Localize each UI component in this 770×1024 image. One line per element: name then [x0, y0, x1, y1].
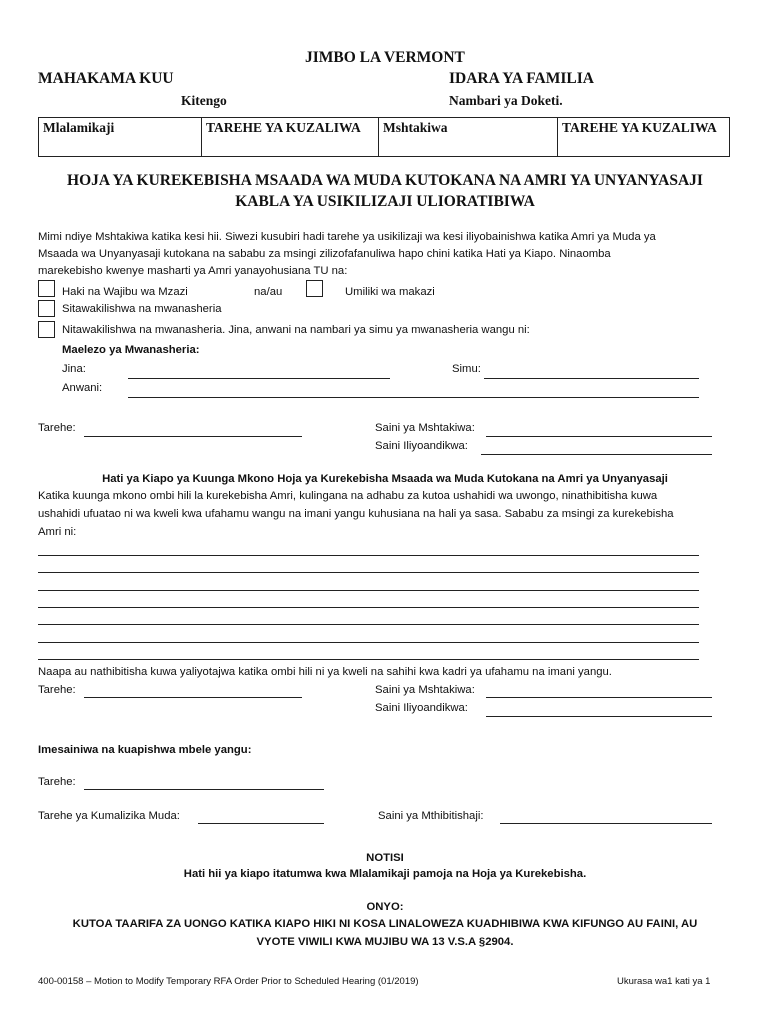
affidavit-line1: Katika kuunga mkono ombi hili la kurekebisha Amri, kulingana na adhabu za kutoa ushahidi wa uwongo, ninathibitisha kuwa: [38, 490, 658, 502]
lawyer-address-field[interactable]: [128, 397, 699, 398]
notice-text: Hati hii ya kiapo itatumwa kwa Mlalamikaji pamoja na Hoja ya Kurekebisha.: [183, 868, 587, 880]
reason-line[interactable]: [38, 572, 699, 573]
reason-line[interactable]: [38, 607, 699, 608]
defendant-dob-label: TAREHE YA KUZALIWA: [562, 120, 717, 135]
lawyer-checkbox[interactable]: [38, 321, 55, 338]
no-lawyer-checkbox[interactable]: [38, 300, 55, 317]
affidavit-line3: Amri ni:: [38, 526, 77, 538]
lawyer-address-label: Anwani:: [62, 382, 103, 394]
affidavit-heading: Hati ya Kiapo ya Kuunga Mkono Hoja ya Kurekebisha Msaada wa Muda Kutokana na Amri ya Unyanyasaji: [102, 473, 668, 485]
docket-label: Nambari ya Doketi.: [449, 93, 563, 108]
visitation-checkbox[interactable]: [38, 280, 55, 297]
defendant-signature-field-2[interactable]: [486, 697, 712, 698]
plaintiff-cell[interactable]: [39, 118, 202, 157]
property-label: Umiliki wa makazi: [345, 286, 435, 298]
notary-signature-field[interactable]: [500, 823, 712, 824]
defendant-label: Mshtakiwa: [383, 120, 448, 135]
no-lawyer-label: Sitawakilishwa na mwanasheria: [62, 303, 222, 315]
date-label-1: Tarehe:: [38, 422, 76, 434]
lawyer-name-field[interactable]: [128, 378, 390, 379]
unit-label: Kitengo: [181, 93, 227, 108]
defendant-cell[interactable]: [379, 118, 558, 157]
motion-title-line2: KABLA YA USIKILIZAJI ULIORATIBIWA: [235, 193, 535, 210]
reason-line[interactable]: [38, 642, 699, 643]
warning-line1: KUTOA TAARIFA ZA UONGO KATIKA KIAPO HIKI NI KOSA LINALOWEZA KUADHIBIWA KWA KIFUNGO AU FAINI, AU: [72, 918, 698, 930]
intro-line2: Msaada wa Unyanyasaji kutokana na sababu za msingi zilizofafanuliwa hapo chini katika Hati ya Kiapo. Ninaomba: [38, 248, 611, 260]
date-field-2[interactable]: [84, 697, 302, 698]
motion-title-line1: HOJA YA KUREKEBISHA MSAADA WA MUDA KUTOKANA NA AMRI YA UNYANYASAJI: [67, 172, 703, 189]
intro-line3: marekebisho kwenye masharti ya Amri yanayohusiana TU na:: [38, 265, 348, 277]
printed-name-label-1: Saini Iliyoandikwa:: [375, 440, 468, 452]
affidavit-line2: ushahidi ufuatao ni wa kweli kwa ufahamu wangu na imani yangu kuhusiana na hali ya sasa. Sababu za msingi za kurekebisha: [38, 508, 674, 520]
notary-signature-label: Saini ya Mthibitishaji:: [378, 810, 484, 822]
affirmation-text: Naapa au nathibitisha kuwa yaliyotajwa katika ombi hili ni ya kweli na sahihi kwa kadri ya ufahamu na imani yangu.: [38, 666, 612, 678]
court-name: MAHAKAMA KUU: [38, 70, 174, 87]
lawyer-phone-label: Simu:: [452, 363, 481, 375]
defendant-dob-cell[interactable]: [558, 118, 730, 157]
date-label-2: Tarehe:: [38, 684, 76, 696]
state-heading: JIMBO LA VERMONT: [305, 49, 465, 66]
date-field-3[interactable]: [84, 789, 324, 790]
expiry-date-label: Tarehe ya Kumalizika Muda:: [38, 810, 180, 822]
defendant-signature-label-2: Saini ya Mshtakiwa:: [375, 684, 475, 696]
parties-table: [38, 117, 730, 157]
lawyer-info-heading: Maelezo ya Mwanasheria:: [62, 344, 200, 356]
lawyer-name-label: Jina:: [62, 363, 86, 375]
reason-line[interactable]: [38, 659, 699, 660]
expiry-date-field[interactable]: [198, 823, 324, 824]
visitation-label: Haki na Wajibu wa Mzazi: [62, 286, 188, 298]
plaintiff-dob-label: TAREHE YA KUZALIWA: [206, 120, 361, 135]
notice-heading: NOTISI: [366, 852, 404, 864]
date-field-1[interactable]: [84, 436, 302, 437]
defendant-signature-label-1: Saini ya Mshtakiwa:: [375, 422, 475, 434]
plaintiff-dob-cell[interactable]: [202, 118, 379, 157]
warning-line2: VYOTE VIWILI KWA MUJIBU WA 13 V.S.A §2904.: [256, 936, 514, 948]
printed-name-label-2: Saini Iliyoandikwa:: [375, 702, 468, 714]
lawyer-phone-field[interactable]: [484, 378, 699, 379]
printed-name-field-1[interactable]: [481, 454, 712, 455]
lawyer-label: Nitawakilishwa na mwanasheria. Jina, anwani na nambari ya simu ya mwanasheria wangu ni:: [62, 324, 530, 336]
defendant-signature-field-1[interactable]: [486, 436, 712, 437]
printed-name-field-2[interactable]: [486, 716, 712, 717]
division-name: IDARA YA FAMILIA: [449, 70, 594, 87]
date-label-3: Tarehe:: [38, 776, 76, 788]
andor-label: na/au: [254, 286, 283, 298]
intro-line1: Mimi ndiye Mshtakiwa katika kesi hii. Siwezi kusubiri hadi tarehe ya usikilizaji wa kesi iliyobainishwa katika Amri ya Muda ya: [38, 231, 656, 243]
reason-line[interactable]: [38, 624, 699, 625]
page-number: Ukurasa wa1 kati ya 1: [617, 976, 711, 987]
warning-heading: ONYO:: [366, 901, 404, 913]
sworn-heading: Imesainiwa na kuapishwa mbele yangu:: [38, 744, 252, 756]
reason-line[interactable]: [38, 555, 699, 556]
form-number: 400-00158 – Motion to Modify Temporary RFA Order Prior to Scheduled Hearing (01/2019): [38, 976, 419, 987]
property-checkbox[interactable]: [306, 280, 323, 297]
plaintiff-label: Mlalamikaji: [43, 120, 115, 135]
reason-line[interactable]: [38, 590, 699, 591]
